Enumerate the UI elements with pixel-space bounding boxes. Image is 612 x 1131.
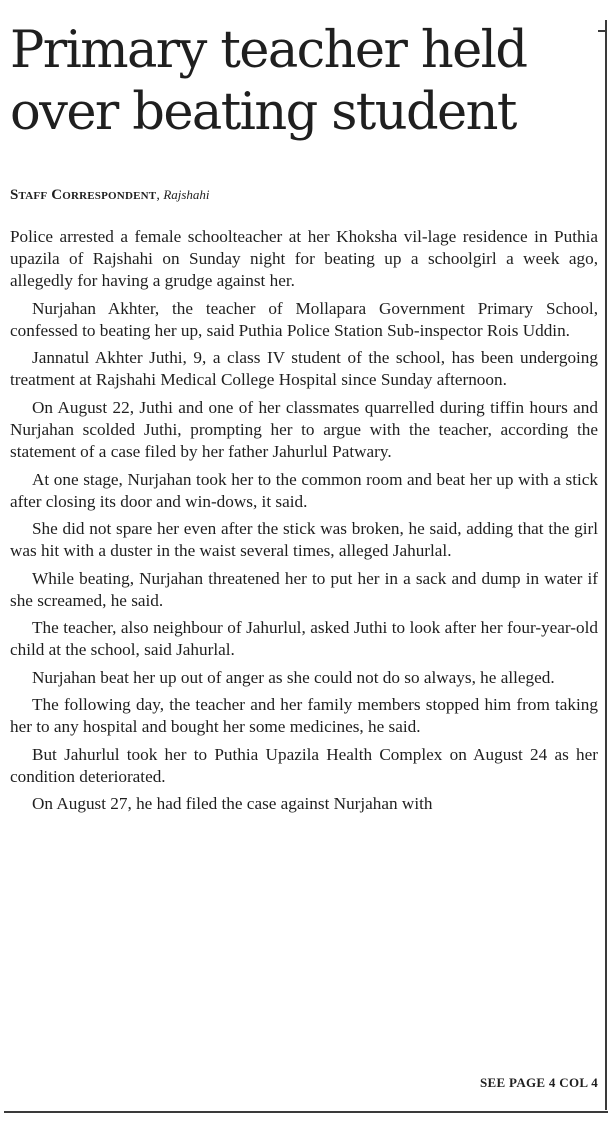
column-rule-tick (598, 30, 606, 42)
paragraph: Nurjahan Akhter, the teacher of Mollapara Government Primary School, confessed to beating her up, said Puthia Police Station Sub-inspector Rois Uddin. (10, 298, 598, 340)
byline-separator: , (156, 188, 164, 203)
paragraph: While beating, Nurjahan threatened her to put her in a sack and dump in water if she screamed, he said. (10, 568, 598, 610)
paragraph: At one stage, Nurjahan took her to the common room and beat her up with a stick after closing its door and win-dows, it said. (10, 469, 598, 511)
paragraph: Police arrested a female schoolteacher at her Khoksha vil-lage residence in Puthia upazila of Rajshahi on Sunday night for beating up a schoolgirl a week ago, allegedly for having a grudge against her. (10, 227, 598, 291)
byline-location: Rajshahi (163, 187, 210, 202)
paragraph: On August 22, Juthi and one of her classmates quarrelled during tiffin hours and Nurjahan scolded Juthi, prompting her to argue with the teacher, according the statement of a case filed by her father Jahurlul Patwary. (10, 397, 598, 462)
bottom-rule (4, 1111, 608, 1113)
byline-author: Staff Correspondent (10, 187, 157, 203)
continued-jump-line: SEE PAGE 4 COL 4 (480, 1075, 598, 1090)
headline-line-1: Primary teacher held (10, 21, 527, 80)
headline-line-2: over beating student (10, 83, 516, 142)
paragraph: The teacher, also neighbour of Jahurlul, asked Juthi to look after her four-year-old child at the school, said Jahurlal. (10, 618, 598, 660)
byline (10, 185, 598, 206)
paragraph: Nurjahan beat her up out of anger as she could not do so always, he alleged. (32, 667, 555, 687)
paragraph: On August 27, he had filed the case against Nurjahan with (32, 794, 433, 814)
article-body (10, 226, 598, 821)
column-rule (605, 20, 607, 1110)
paragraph: But Jahurlul took her to Puthia Upazila Health Complex on August 24 as her condition deteriorated. (10, 744, 598, 786)
paragraph: Jannatul Akhter Juthi, 9, a class IV student of the school, has been undergoing treatment at Rajshahi Medical College Hospital since Sunday afternoon. (10, 348, 598, 390)
headline (10, 20, 598, 144)
paragraph: She did not spare her even after the stick was broken, he said, adding that the girl was hit with a duster in the waist several times, alleged Jahurlal. (10, 519, 598, 561)
paragraph: The following day, the teacher and her family members stopped him from taking her to any hospital and bought her some medicines, he said. (10, 695, 598, 737)
